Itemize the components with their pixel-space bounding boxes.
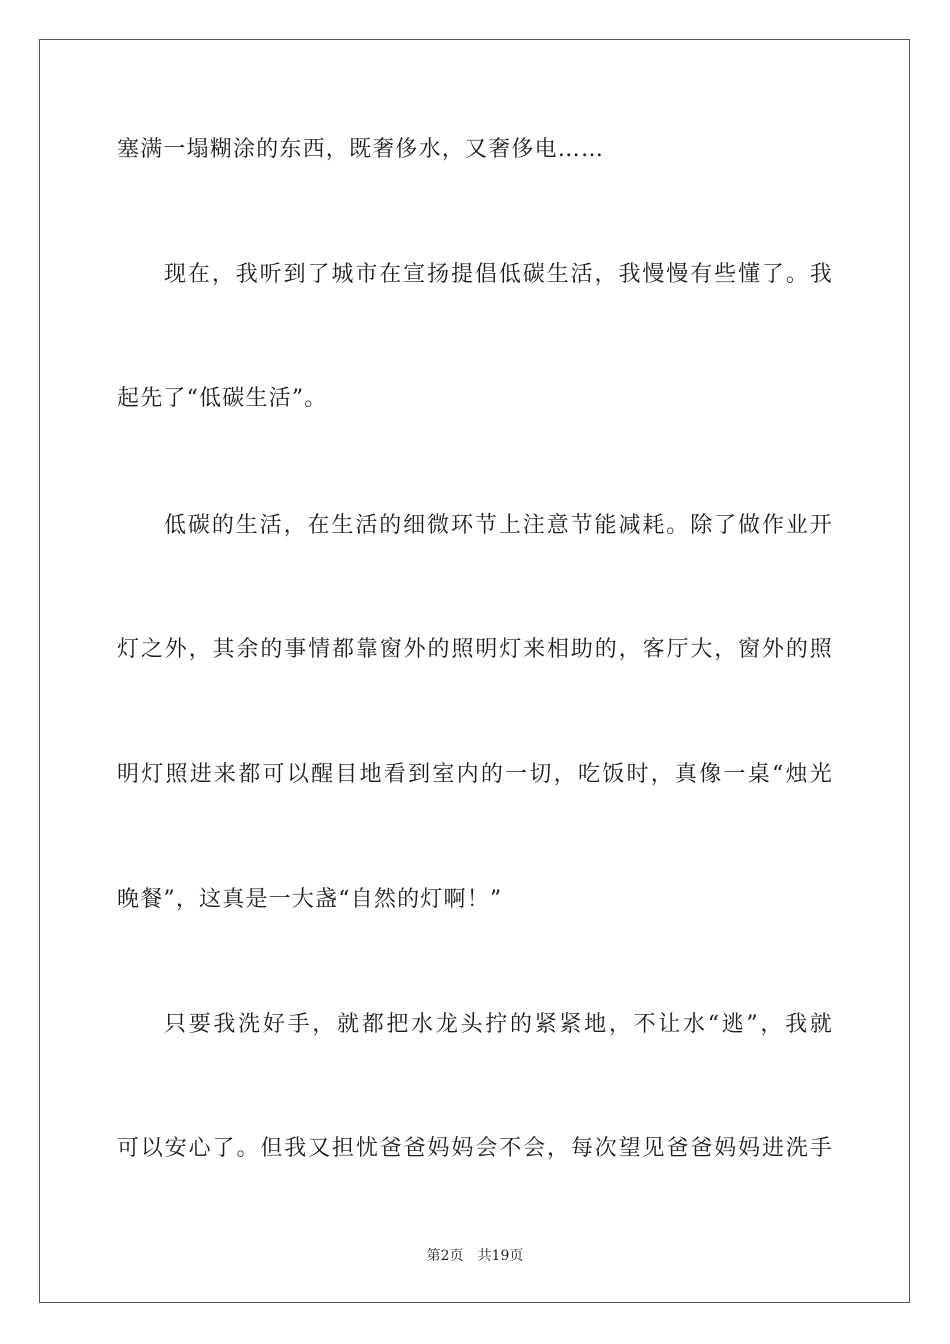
text-line-8: 只要我洗好手，就都把水龙头拧的紧紧地，不让水“逃”，我就 [164,1012,833,1037]
page-border [39,39,910,1303]
page-number: 第2页 [426,1248,464,1264]
page-total: 共19页 [477,1248,524,1264]
text-line-9: 可以安心了。但我又担忧爸爸妈妈会不会，每次望见爸爸妈妈进洗手 [117,1136,833,1161]
text-line-7: 晚餐”，这真是一大盏“自然的灯啊！” [117,887,503,912]
text-line-2: 现在，我听到了城市在宣扬提倡低碳生活，我慢慢有些懂了。我 [164,262,833,287]
text-line-1: 塞满一塌糊涂的东西，既奢侈水，又奢侈电…… [117,137,605,162]
text-line-4: 低碳的生活，在生活的细微环节上注意节能减耗。除了做作业开 [164,513,833,538]
text-line-3: 起先了“低碳生活”。 [117,386,328,411]
page-footer [0,1246,950,1266]
text-line-6: 明灯照进来都可以醒目地看到室内的一切，吃饭时，真像一桌“烛光 [117,762,833,787]
text-line-5: 灯之外，其余的事情都靠窗外的照明灯来相助的，客厅大，窗外的照 [117,637,833,662]
